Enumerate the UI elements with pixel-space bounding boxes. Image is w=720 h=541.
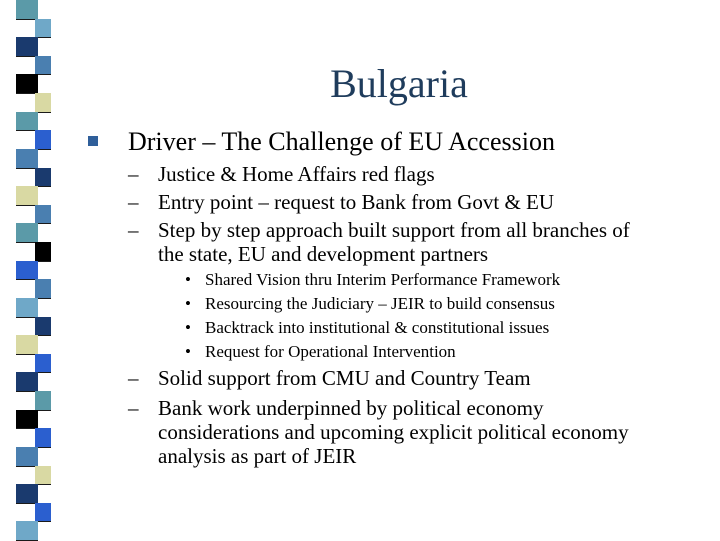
stripe-block	[35, 317, 51, 337]
stripe-block	[16, 484, 38, 504]
stripe-block	[16, 112, 38, 132]
dash-item-text: Entry point – request to Bank from Govt & EU	[158, 190, 555, 214]
stripe-block	[35, 428, 51, 448]
stripe-block	[16, 223, 38, 243]
dash-item-text: Step by step approach built support from all branches of the state, EU and development partners	[158, 218, 630, 266]
stripe-block	[35, 354, 51, 374]
stripe-block	[16, 261, 38, 281]
slide-title: Bulgaria	[330, 61, 468, 106]
dash-item-text: Justice & Home Affairs red flags	[158, 162, 435, 186]
stripe-block	[16, 37, 38, 57]
dash-marker: –	[128, 190, 139, 214]
stripe-block	[16, 298, 38, 318]
stripe-block	[16, 335, 38, 355]
dot-marker: •	[185, 294, 191, 313]
dot-marker: •	[185, 270, 191, 289]
stripe-block	[35, 130, 51, 150]
dot-marker: •	[185, 318, 191, 337]
stripe-block	[16, 0, 38, 20]
stripe-block	[16, 149, 38, 169]
sub-bullet-text: Backtrack into institutional & constitutional issues	[205, 318, 550, 337]
square-bullet-icon	[88, 136, 98, 146]
dash-marker: –	[128, 162, 139, 186]
stripe-block	[35, 205, 51, 225]
stripe-block	[35, 466, 51, 486]
sub-bullet-text: Shared Vision thru Interim Performance Framework	[205, 270, 561, 289]
dash-marker: –	[128, 396, 139, 420]
dash-item-text: Solid support from CMU and Country Team	[158, 366, 531, 390]
sub-bullet-text: Resourcing the Judiciary – JEIR to build consensus	[205, 294, 555, 313]
dash-marker: –	[128, 366, 139, 390]
dash-marker: –	[128, 218, 139, 242]
stripe-block	[16, 372, 38, 392]
main-bullet-heading: Driver – The Challenge of EU Accession	[128, 127, 555, 156]
stripe-block	[16, 186, 38, 206]
stripe-block	[16, 410, 38, 430]
dot-marker: •	[185, 342, 191, 361]
stripe-block	[35, 242, 51, 262]
stripe-block	[35, 279, 51, 299]
stripe-block	[35, 503, 51, 523]
sub-bullet-text: Request for Operational Intervention	[205, 342, 456, 361]
stripe-block	[35, 391, 51, 411]
stripe-block	[16, 521, 38, 541]
stripe-block	[35, 19, 51, 39]
dash-item-text: Bank work underpinned by political economy considerations and upcoming explicit political economy analysis as part of JEIR	[158, 396, 629, 468]
stripe-block	[35, 168, 51, 188]
stripe-block	[16, 447, 38, 467]
